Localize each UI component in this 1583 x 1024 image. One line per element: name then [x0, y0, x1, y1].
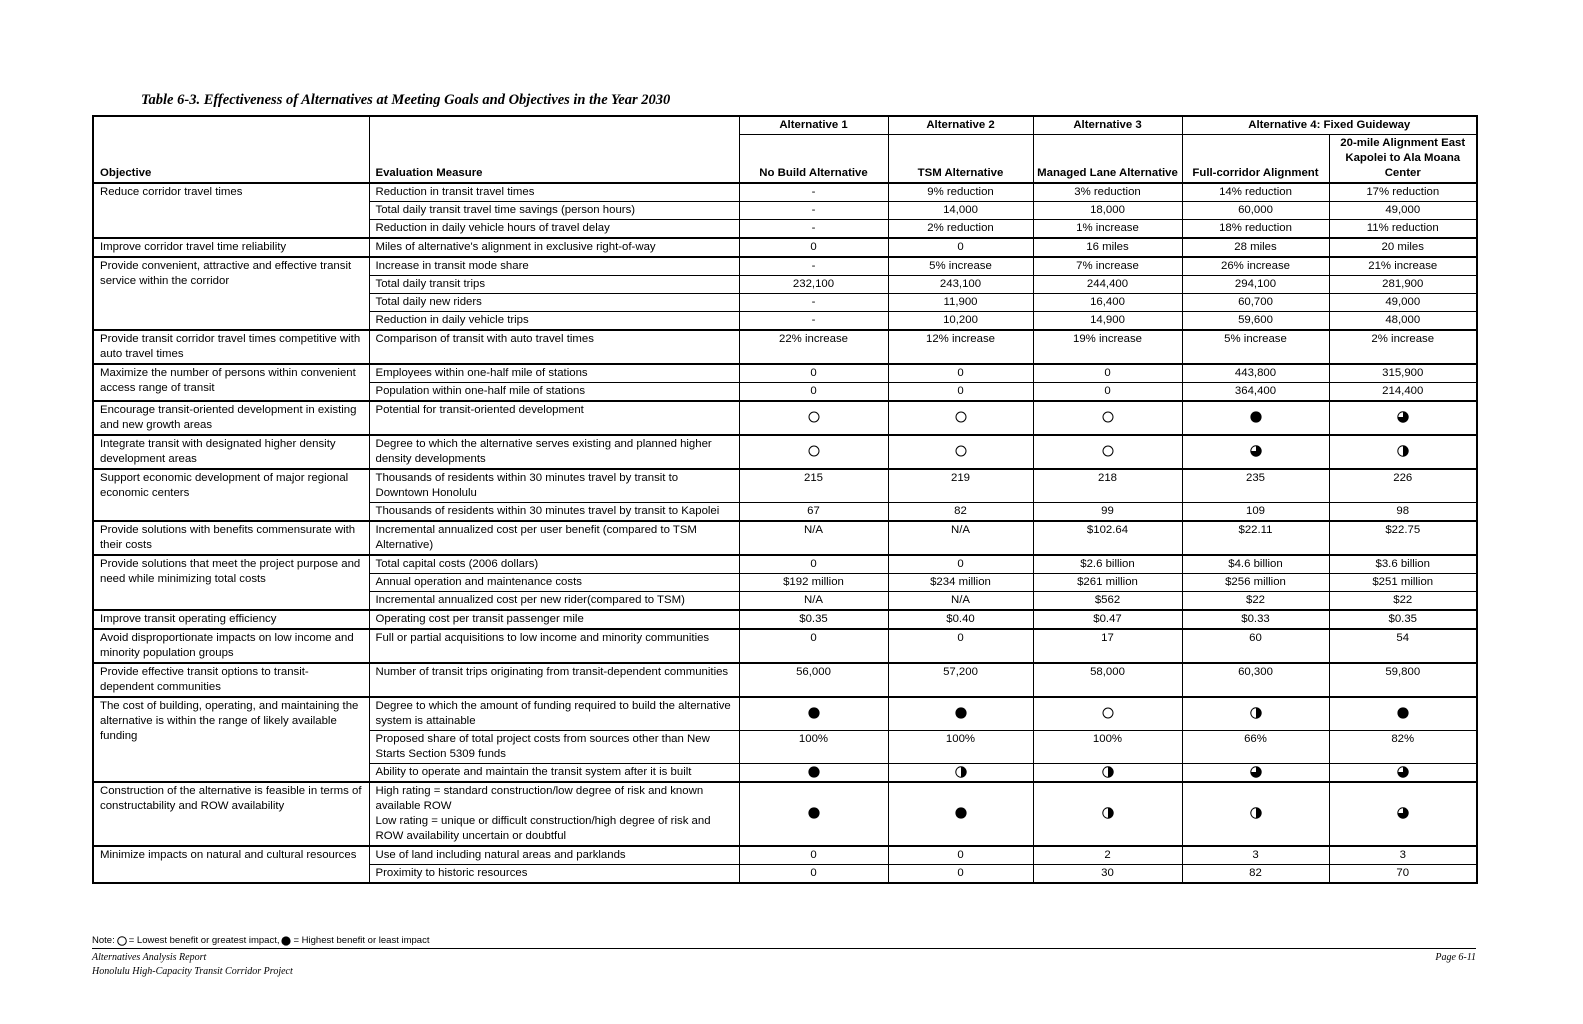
value-cell: 60,000 [1182, 202, 1329, 220]
value-cell: 66% [1182, 731, 1329, 764]
value-cell: N/A [888, 592, 1033, 611]
rating-cell [1033, 764, 1182, 783]
objective-cell: Integrate transit with designated higher density development areas [93, 435, 369, 469]
value-cell: 22% increase [739, 330, 888, 364]
table-row [93, 183, 1477, 202]
evaluation-measure-cell: Reduction in daily vehicle hours of travel delay [369, 220, 739, 239]
rating-cell [888, 764, 1033, 783]
value-cell: 0 [888, 364, 1033, 383]
objective-cell: Construction of the alternative is feasible in terms of constructability and ROW availability [93, 782, 369, 846]
value-cell: 30 [1033, 865, 1182, 884]
value-cell: 226 [1329, 469, 1477, 503]
value-cell: $562 [1033, 592, 1182, 611]
table-row [93, 401, 1477, 435]
header-alt3-top: Alternative 3 [1033, 116, 1182, 135]
value-cell: 0 [888, 846, 1033, 865]
value-cell: 3 [1329, 846, 1477, 865]
table-row [93, 257, 1477, 276]
table-row [93, 782, 1477, 846]
rating-cell [1033, 435, 1182, 469]
three-quarter-circle-icon [1397, 766, 1409, 778]
value-cell: 7% increase [1033, 257, 1182, 276]
evaluation-measure-cell: Potential for transit-oriented development [369, 401, 739, 435]
empty-circle-icon [117, 936, 127, 946]
rating-cell [739, 435, 888, 469]
value-cell: $261 million [1033, 574, 1182, 592]
value-cell: $22.75 [1329, 521, 1477, 555]
three-quarter-circle-icon [1250, 445, 1262, 457]
value-cell: 67 [739, 503, 888, 522]
value-cell: 219 [888, 469, 1033, 503]
rating-cell [888, 697, 1033, 731]
evaluation-measure-cell: Degree to which the alternative serves existing and planned higher density developments [369, 435, 739, 469]
objective-cell: Avoid disproportionate impacts on low income and minority population groups [93, 629, 369, 663]
evaluation-measure-cell: Ability to operate and maintain the transit system after it is built [369, 764, 739, 783]
full-circle-icon [808, 807, 820, 819]
value-cell: 0 [1033, 364, 1182, 383]
evaluation-measure-cell: Reduction in daily vehicle trips [369, 312, 739, 331]
value-cell: 10,200 [888, 312, 1033, 331]
value-cell: 244,400 [1033, 276, 1182, 294]
value-cell: 14% reduction [1182, 183, 1329, 202]
evaluation-measure-cell: Increase in transit mode share [369, 257, 739, 276]
header-alt1-top: Alternative 1 [739, 116, 888, 135]
value-cell: 54 [1329, 629, 1477, 663]
evaluation-measure-cell: Proposed share of total project costs from sources other than New Starts Section 5309 funds [369, 731, 739, 764]
rating-cell [1033, 401, 1182, 435]
value-cell: 49,000 [1329, 294, 1477, 312]
half-circle-icon [1102, 766, 1114, 778]
value-cell: N/A [739, 521, 888, 555]
rating-cell [1182, 401, 1329, 435]
value-cell: - [739, 220, 888, 239]
objective-cell: Provide solutions that meet the project purpose and need while minimizing total costs [93, 555, 369, 610]
full-circle-icon [955, 807, 967, 819]
value-cell: 100% [739, 731, 888, 764]
value-cell: 14,000 [888, 202, 1033, 220]
objective-cell: Maximize the number of persons within convenient access range of transit [93, 364, 369, 401]
rating-cell [739, 782, 888, 846]
value-cell: 215 [739, 469, 888, 503]
objective-cell: The cost of building, operating, and maintaining the alternative is within the range of likely available funding [93, 697, 369, 782]
value-cell: $0.35 [739, 610, 888, 629]
value-cell: 0 [739, 555, 888, 574]
table-row [93, 521, 1477, 555]
evaluation-measure-cell: Use of land including natural areas and parklands [369, 846, 739, 865]
objective-cell: Minimize impacts on natural and cultural resources [93, 846, 369, 883]
value-cell: 9% reduction [888, 183, 1033, 202]
value-cell: $0.35 [1329, 610, 1477, 629]
full-circle-icon [808, 766, 820, 778]
rating-cell [1329, 697, 1477, 731]
value-cell: 0 [888, 383, 1033, 402]
evaluation-measure-cell: Comparison of transit with auto travel times [369, 330, 739, 364]
rating-cell [1329, 782, 1477, 846]
value-cell: 232,100 [739, 276, 888, 294]
header-alt2: TSM Alternative [888, 135, 1033, 184]
evaluation-measure-cell: Employees within one-half mile of stations [369, 364, 739, 383]
evaluation-measure-cell: Thousands of residents within 30 minutes travel by transit to Kapolei [369, 503, 739, 522]
header-alt4-top: Alternative 4: Fixed Guideway [1182, 116, 1477, 135]
value-cell: - [739, 183, 888, 202]
value-cell: 281,900 [1329, 276, 1477, 294]
value-cell: 26% increase [1182, 257, 1329, 276]
value-cell: 100% [1033, 731, 1182, 764]
objective-cell: Improve corridor travel time reliability [93, 238, 369, 257]
rating-cell [1182, 782, 1329, 846]
half-circle-icon [1250, 707, 1262, 719]
value-cell: 18,000 [1033, 202, 1182, 220]
value-cell: 82% [1329, 731, 1477, 764]
table-row [93, 469, 1477, 503]
table-row [93, 697, 1477, 731]
note-high-text: = Highest benefit or least impact [293, 935, 430, 946]
empty-circle-icon [808, 411, 820, 423]
value-cell: $0.33 [1182, 610, 1329, 629]
rating-cell [1033, 782, 1182, 846]
table-row [93, 238, 1477, 257]
evaluation-measure-cell: Thousands of residents within 30 minutes travel by transit to Downtown Honolulu [369, 469, 739, 503]
effectiveness-table [92, 115, 1478, 884]
value-cell: 5% increase [888, 257, 1033, 276]
full-circle-icon [1250, 411, 1262, 423]
evaluation-measure-cell: Total daily new riders [369, 294, 739, 312]
rating-cell [1329, 435, 1477, 469]
table-row [93, 330, 1477, 364]
header-objective: Objective [93, 116, 369, 183]
value-cell: $2.6 billion [1033, 555, 1182, 574]
rating-cell [739, 401, 888, 435]
table-row [93, 663, 1477, 697]
value-cell: 235 [1182, 469, 1329, 503]
note-prefix: Note: [92, 935, 115, 946]
footer-page-number: Page 6-11 [1435, 952, 1476, 963]
value-cell: 17% reduction [1329, 183, 1477, 202]
value-cell: $22 [1329, 592, 1477, 611]
header-alt3: Managed Lane Alternative [1033, 135, 1182, 184]
empty-circle-icon [955, 411, 967, 423]
value-cell: 0 [739, 846, 888, 865]
value-cell: 56,000 [739, 663, 888, 697]
value-cell: 18% reduction [1182, 220, 1329, 239]
value-cell: 98 [1329, 503, 1477, 522]
footer-project-name: Honolulu High-Capacity Transit Corridor Project [92, 966, 293, 977]
value-cell: 99 [1033, 503, 1182, 522]
rating-cell [1182, 764, 1329, 783]
value-cell: $3.6 billion [1329, 555, 1477, 574]
rating-cell [888, 782, 1033, 846]
rating-cell [1033, 697, 1182, 731]
value-cell: 60,300 [1182, 663, 1329, 697]
evaluation-measure-cell: Total daily transit travel time savings (person hours) [369, 202, 739, 220]
objective-cell: Improve transit operating efficiency [93, 610, 369, 629]
measure-high-rating: High rating = standard construction/low degree of risk and known available ROW [375, 785, 704, 812]
empty-circle-icon [1102, 707, 1114, 719]
value-cell: 82 [888, 503, 1033, 522]
value-cell: 5% increase [1182, 330, 1329, 364]
evaluation-measure-cell: Operating cost per transit passenger mile [369, 610, 739, 629]
value-cell: 294,100 [1182, 276, 1329, 294]
value-cell: 100% [888, 731, 1033, 764]
table-row [93, 846, 1477, 865]
evaluation-measure-cell: Total capital costs (2006 dollars) [369, 555, 739, 574]
value-cell: $251 million [1329, 574, 1477, 592]
value-cell: $22 [1182, 592, 1329, 611]
value-cell: 11% reduction [1329, 220, 1477, 239]
value-cell: 0 [739, 865, 888, 884]
empty-circle-icon [1102, 445, 1114, 457]
objective-cell: Provide convenient, attractive and effective transit service within the corridor [93, 257, 369, 330]
three-quarter-circle-icon [1397, 807, 1409, 819]
footer-report-name: Alternatives Analysis Report [92, 952, 207, 963]
value-cell: 12% increase [888, 330, 1033, 364]
measure-low-rating: Low rating = unique or difficult construction/high degree of risk and ROW availability uncertain or doubtful [375, 815, 711, 842]
value-cell: 0 [739, 238, 888, 257]
value-cell: 49,000 [1329, 202, 1477, 220]
evaluation-measure-cell [369, 782, 739, 846]
evaluation-measure-cell: Full or partial acquisitions to low income and minority communities [369, 629, 739, 663]
value-cell: 70 [1329, 865, 1477, 884]
rating-cell [888, 435, 1033, 469]
table-row [93, 364, 1477, 383]
value-cell: 2% reduction [888, 220, 1033, 239]
value-cell: 16 miles [1033, 238, 1182, 257]
evaluation-measure-cell: Annual operation and maintenance costs [369, 574, 739, 592]
value-cell: 0 [888, 238, 1033, 257]
half-circle-icon [1250, 807, 1262, 819]
value-cell: - [739, 202, 888, 220]
table-row [93, 555, 1477, 574]
value-cell: $0.40 [888, 610, 1033, 629]
value-cell: 443,800 [1182, 364, 1329, 383]
value-cell: 0 [888, 629, 1033, 663]
evaluation-measure-cell: Reduction in transit travel times [369, 183, 739, 202]
objective-cell: Provide effective transit options to transit-dependent communities [93, 663, 369, 697]
evaluation-measure-cell: Proximity to historic resources [369, 865, 739, 884]
value-cell: - [739, 257, 888, 276]
evaluation-measure-cell: Total daily transit trips [369, 276, 739, 294]
value-cell: 0 [739, 629, 888, 663]
value-cell: 28 miles [1182, 238, 1329, 257]
header-alt1: No Build Alternative [739, 135, 888, 184]
three-quarter-circle-icon [1397, 411, 1409, 423]
value-cell: 59,800 [1329, 663, 1477, 697]
value-cell: 109 [1182, 503, 1329, 522]
value-cell: - [739, 312, 888, 331]
objective-cell: Encourage transit-oriented development in existing and new growth areas [93, 401, 369, 435]
rating-cell [1182, 435, 1329, 469]
full-circle-icon [808, 707, 820, 719]
evaluation-measure-cell: Miles of alternative's alignment in exclusive right-of-way [369, 238, 739, 257]
value-cell: 0 [888, 865, 1033, 884]
half-circle-icon [955, 766, 967, 778]
rating-cell [739, 764, 888, 783]
empty-circle-icon [955, 445, 967, 457]
value-cell: 14,900 [1033, 312, 1182, 331]
objective-cell: Provide solutions with benefits commensurate with their costs [93, 521, 369, 555]
value-cell: 0 [888, 555, 1033, 574]
evaluation-measure-cell: Population within one-half mile of stations [369, 383, 739, 402]
value-cell: 17 [1033, 629, 1182, 663]
table-header [93, 116, 1477, 183]
full-circle-icon [281, 936, 291, 946]
value-cell: 0 [739, 383, 888, 402]
value-cell: 60 [1182, 629, 1329, 663]
value-cell: 243,100 [888, 276, 1033, 294]
table-title: Table 6-3. Effectiveness of Alternatives at Meeting Goals and Objectives in the Year 2030 [141, 92, 671, 108]
value-cell: $256 million [1182, 574, 1329, 592]
value-cell: 3% reduction [1033, 183, 1182, 202]
three-quarter-circle-icon [1250, 766, 1262, 778]
value-cell: $4.6 billion [1182, 555, 1329, 574]
header-evaluation-measure: Evaluation Measure [369, 116, 739, 183]
value-cell: 60,700 [1182, 294, 1329, 312]
footer-divider [92, 948, 1476, 949]
value-cell: 3 [1182, 846, 1329, 865]
legend-note [92, 935, 429, 946]
rating-cell [888, 401, 1033, 435]
half-circle-icon [1102, 807, 1114, 819]
value-cell: 1% increase [1033, 220, 1182, 239]
evaluation-measure-cell: Number of transit trips originating from transit-dependent communities [369, 663, 739, 697]
header-alt4-20-mile: 20-mile Alignment East Kapolei to Ala Moana Center [1329, 135, 1477, 184]
rating-cell [1182, 697, 1329, 731]
objective-cell: Support economic development of major regional economic centers [93, 469, 369, 521]
evaluation-measure-cell: Incremental annualized cost per user benefit (compared to TSM Alternative) [369, 521, 739, 555]
value-cell: $22.11 [1182, 521, 1329, 555]
value-cell: 16,400 [1033, 294, 1182, 312]
value-cell: 214,400 [1329, 383, 1477, 402]
table-row [93, 629, 1477, 663]
value-cell: 0 [1033, 383, 1182, 402]
value-cell: $102.64 [1033, 521, 1182, 555]
value-cell: 59,600 [1182, 312, 1329, 331]
table-row [93, 435, 1477, 469]
empty-circle-icon [808, 445, 820, 457]
rating-cell [1329, 401, 1477, 435]
note-low-text: = Lowest benefit or greatest impact, [128, 935, 280, 946]
full-circle-icon [1397, 707, 1409, 719]
header-alt4-full-corridor: Full-corridor Alignment [1182, 135, 1329, 184]
value-cell: - [739, 294, 888, 312]
table-row [93, 610, 1477, 629]
value-cell: 315,900 [1329, 364, 1477, 383]
value-cell: 58,000 [1033, 663, 1182, 697]
value-cell: 11,900 [888, 294, 1033, 312]
value-cell: 0 [739, 364, 888, 383]
table-body [93, 183, 1477, 883]
value-cell: 19% increase [1033, 330, 1182, 364]
value-cell: $192 million [739, 574, 888, 592]
value-cell: 82 [1182, 865, 1329, 884]
evaluation-measure-cell: Degree to which the amount of funding required to build the alternative system is attainable [369, 697, 739, 731]
value-cell: 48,000 [1329, 312, 1477, 331]
value-cell: 364,400 [1182, 383, 1329, 402]
objective-cell: Reduce corridor travel times [93, 183, 369, 238]
header-alt2-top: Alternative 2 [888, 116, 1033, 135]
value-cell: N/A [888, 521, 1033, 555]
value-cell: N/A [739, 592, 888, 611]
value-cell: 57,200 [888, 663, 1033, 697]
evaluation-measure-cell: Incremental annualized cost per new rider(compared to TSM) [369, 592, 739, 611]
value-cell: $0.47 [1033, 610, 1182, 629]
empty-circle-icon [1102, 411, 1114, 423]
full-circle-icon [955, 707, 967, 719]
value-cell: 2% increase [1329, 330, 1477, 364]
value-cell: 21% increase [1329, 257, 1477, 276]
value-cell: 20 miles [1329, 238, 1477, 257]
value-cell: 2 [1033, 846, 1182, 865]
value-cell: $234 million [888, 574, 1033, 592]
half-circle-icon [1397, 445, 1409, 457]
objective-cell: Provide transit corridor travel times competitive with auto travel times [93, 330, 369, 364]
value-cell: 218 [1033, 469, 1182, 503]
rating-cell [739, 697, 888, 731]
rating-cell [1329, 764, 1477, 783]
